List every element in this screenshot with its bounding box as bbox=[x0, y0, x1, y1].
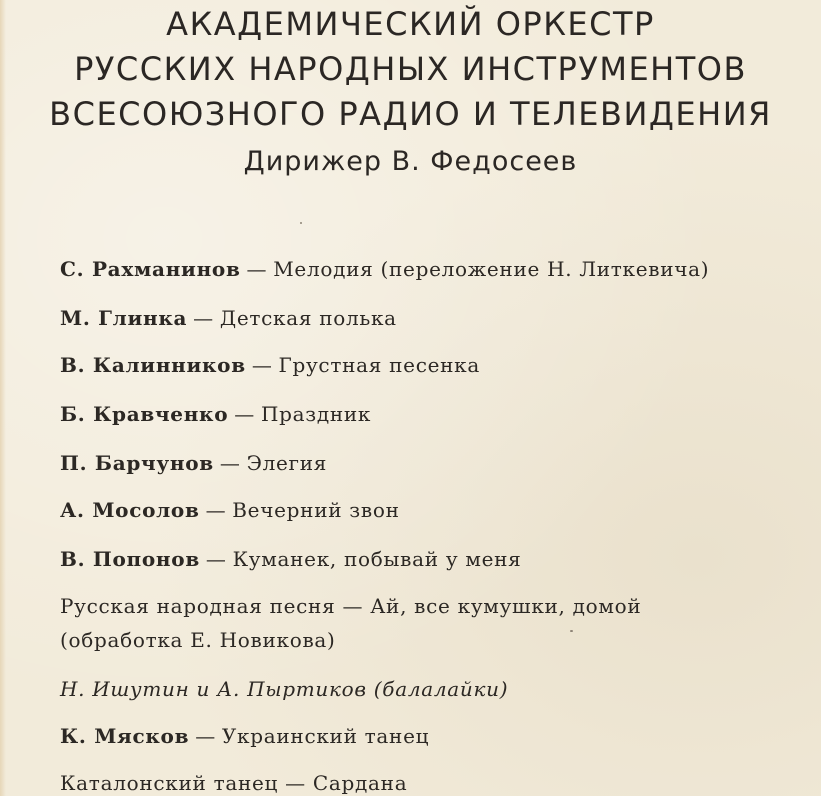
program-item bbox=[60, 594, 641, 652]
dash: — bbox=[205, 547, 227, 571]
header-line-2: РУССКИХ НАРОДНЫХ ИНСТРУМЕНТОВ bbox=[74, 50, 747, 88]
program-item bbox=[60, 547, 522, 571]
paper-speck bbox=[300, 222, 302, 224]
work-title: Элегия bbox=[246, 451, 328, 475]
dash: — bbox=[234, 402, 255, 426]
dash: — bbox=[246, 257, 268, 281]
work-title: Куманек, побывай у меня bbox=[232, 547, 522, 571]
dash: — bbox=[219, 451, 241, 475]
composer: К. Мясков bbox=[60, 724, 190, 748]
dash: — bbox=[205, 498, 227, 522]
composer: С. Рахманинов bbox=[60, 257, 241, 281]
composer: М. Глинка bbox=[60, 306, 188, 330]
composer: А. Мосолов bbox=[60, 498, 200, 522]
work-line-1: Русская народная песня — Ай, все кумушки, домой bbox=[60, 594, 642, 618]
work-title: Украинский танец bbox=[221, 724, 430, 748]
header-line-3: ВСЕСОЮЗНОГО РАДИО И ТЕЛЕВИДЕНИЯ bbox=[49, 95, 772, 133]
work-title: Мелодия (переложение Н. Литкевича) bbox=[273, 257, 710, 281]
dash: — bbox=[193, 306, 214, 330]
conductor: Дирижер В. Федосеев bbox=[243, 146, 578, 177]
program-item bbox=[60, 498, 400, 522]
work-title: Грустная песенка bbox=[278, 353, 480, 377]
program-item bbox=[60, 257, 709, 281]
program-item bbox=[60, 402, 371, 426]
composer: В. Попонов bbox=[60, 547, 200, 571]
composer: В. Калинников bbox=[60, 353, 246, 377]
work-line-2: (обработка Е. Новикова) bbox=[60, 628, 336, 652]
program-item bbox=[60, 353, 480, 377]
program-item bbox=[60, 677, 508, 701]
performers: Н. Ишутин и А. Пыртиков (балалайки) bbox=[60, 677, 509, 701]
work-title: Вечерний звон bbox=[232, 498, 400, 522]
work-title: Каталонский танец — Сардана bbox=[60, 771, 408, 795]
program-item bbox=[60, 771, 407, 795]
composer: П. Барчунов bbox=[60, 451, 214, 475]
paper-speck bbox=[570, 630, 573, 632]
work-title: Детская полька bbox=[219, 306, 397, 330]
header-line-1: АКАДЕМИЧЕСКИЙ ОРКЕСТР bbox=[166, 5, 655, 43]
work-title: Праздник bbox=[260, 402, 372, 426]
dash: — bbox=[251, 353, 273, 377]
program-item bbox=[60, 724, 429, 748]
program-item bbox=[60, 451, 327, 475]
header bbox=[0, 2, 821, 179]
dash: — bbox=[195, 724, 216, 748]
program-item bbox=[60, 306, 397, 330]
composer: Б. Кравченко bbox=[60, 402, 229, 426]
